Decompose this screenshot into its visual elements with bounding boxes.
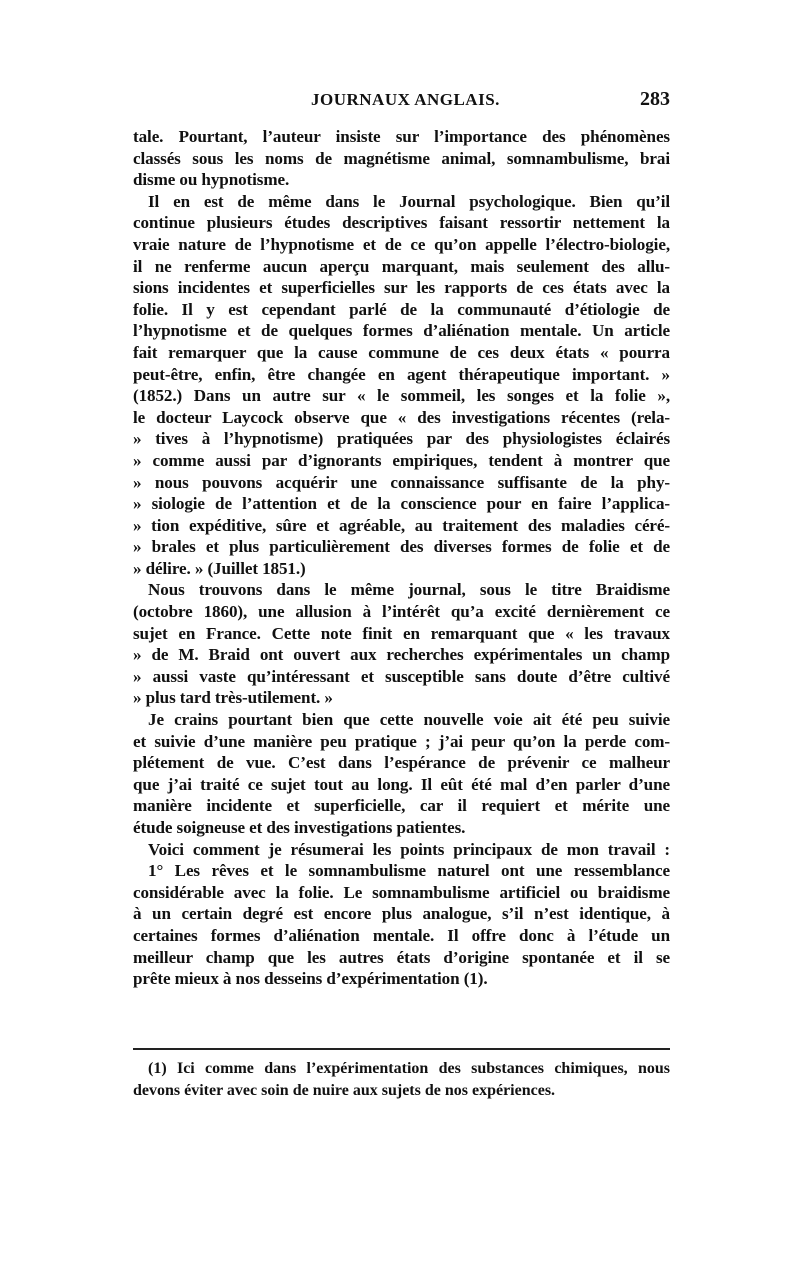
text-line: disme ou hypnotisme. [133, 170, 290, 190]
text-line: certaines formes d’aliénation mentale. Il offre donc à l’étude un [133, 925, 670, 945]
footnote [133, 1058, 670, 1101]
text-line: » comme aussi par d’ignorants empiriques, tendent à montrer que [133, 450, 670, 470]
text-line: » de M. Braid ont ouvert aux recherches expérimentales un champ [133, 645, 670, 665]
text-line: 1° Les rêves et le somnambulisme naturel ont une ressemblance [148, 861, 670, 881]
body-text [133, 126, 670, 990]
page-header [133, 90, 670, 120]
text-line: peut-être, enfin, être changée en agent thérapeutique important. » [133, 364, 670, 384]
text-line: le docteur Laycock observe que « des investigations récentes (rela- [133, 407, 670, 427]
text-line: l’hypnotisme et de quelques formes d’aliénation mentale. Un article [133, 321, 670, 341]
text-line: il ne renferme aucun aperçu marquant, mais seulement des allu- [133, 256, 670, 276]
text-line: (1852.) Dans un autre sur « le sommeil, les songes et la folie », [133, 386, 670, 406]
text-line: considérable avec la folie. Le somnambulisme artificiel ou braidisme [133, 882, 670, 902]
text-line: Je crains pourtant bien que cette nouvelle voie ait été peu suivie [148, 710, 670, 730]
text-line: » délire. » (Juillet 1851.) [133, 558, 306, 578]
text-line: et suivie d’une manière peu pratique ; j’ai peur qu’on la perde com- [133, 731, 670, 751]
text-line: classés sous les noms de magnétisme animal, somnambulisme, brai [133, 148, 670, 168]
text-line: à un certain degré est encore plus analogue, s’il n’est identique, à [133, 904, 670, 924]
text-line: manière incidente et superficielle, car il requiert et mérite une [133, 796, 670, 816]
text-line: que j’ai traité ce sujet tout au long. Il eût été mal d’en parler d’une [133, 774, 670, 794]
text-line: prête mieux à nos desseins d’expérimentation (1). [133, 969, 488, 989]
text-line: » aussi vaste qu’intéressant et susceptible sans doute d’être cultivé [133, 666, 670, 686]
footnote-rule [133, 1048, 670, 1050]
running-title: JOURNAUX ANGLAIS. [311, 90, 500, 109]
text-line: » plus tard très-utilement. » [133, 688, 333, 708]
text-line: sions incidentes et superficielles sur les rapports de ces états avec la [133, 278, 670, 298]
text-line: plétement de vue. C’est dans l’espérance de prévenir ce malheur [133, 753, 670, 773]
text-line: meilleur champ que les autres états d’origine spontanée et il se [133, 947, 670, 967]
text-line: (octobre 1860), une allusion à l’intérêt qu’a excité dernièrement ce [133, 602, 670, 622]
text-line: » siologie de l’attention et de la conscience pour en faire l’applica- [133, 494, 670, 514]
text-line: continue plusieurs études descriptives faisant ressortir nettement la [133, 213, 670, 233]
text-line: sujet en France. Cette note finit en remarquant que « les travaux [133, 623, 670, 643]
text-line: fait remarquer que la cause commune de ces deux états « pourra [133, 342, 670, 362]
text-line: » tion expéditive, sûre et agréable, au traitement des maladies céré- [133, 515, 670, 535]
page-number: 283 [640, 88, 670, 110]
text-line: étude soigneuse et des investigations patientes. [133, 818, 466, 837]
text-line: Nous trouvons dans le même journal, sous le titre Braidisme [148, 580, 670, 600]
text-line: » nous pouvons acquérir une connaissance suffisante de la phy- [133, 472, 670, 492]
footnote-line: devons éviter avec soin de nuire aux sujets de nos expériences. [133, 1081, 556, 1099]
text-line: Il en est de même dans le Journal psychologique. Bien qu’il [148, 191, 670, 211]
text-line: » brales et plus particulièrement des diverses formes de folie et de [133, 537, 670, 557]
text-line: tale. Pourtant, l’auteur insiste sur l’importance des phénomènes [133, 127, 670, 146]
text-line: folie. Il y est cependant parlé de la communauté d’étiologie de [133, 299, 670, 319]
footnote-line: (1) Ici comme dans l’expérimentation des substances chimiques, nous [148, 1060, 670, 1077]
text-line: vraie nature de l’hypnotisme et de ce qu’on appelle l’électro-biologie, [133, 234, 670, 254]
text-line: » tives à l’hypnotisme) pratiquées par des physiologistes éclairés [133, 429, 670, 449]
text-line: Voici comment je résumerai les points principaux de mon travail : [148, 839, 670, 859]
